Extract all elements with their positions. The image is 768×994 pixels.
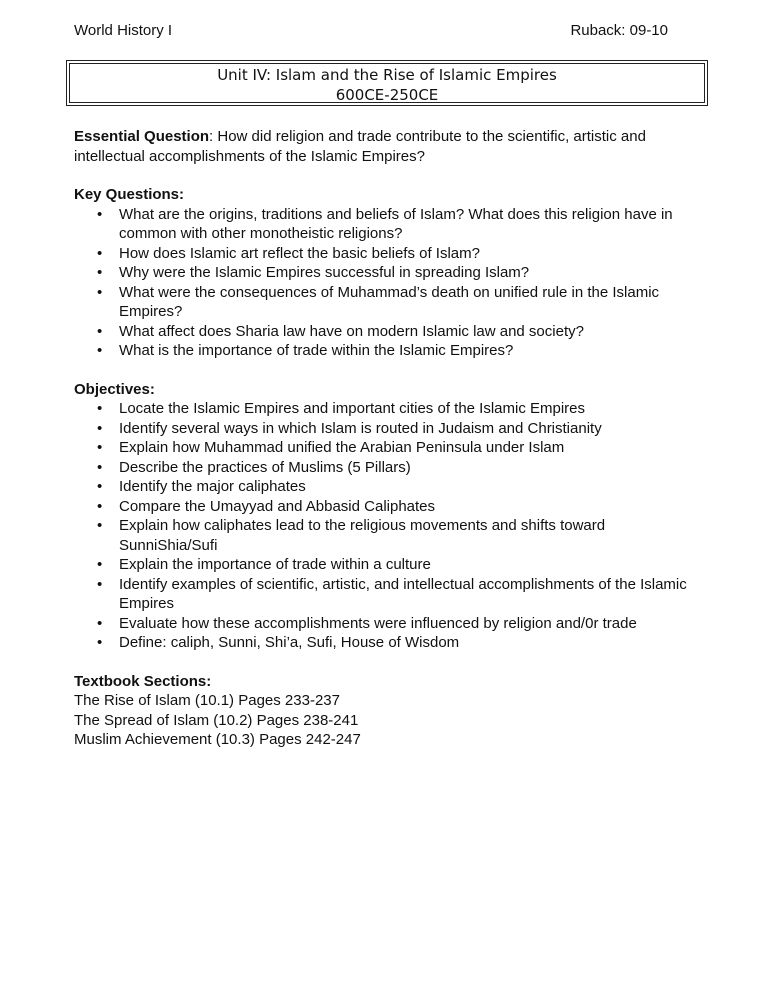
bullet-icon: • <box>97 575 103 593</box>
list-item <box>74 458 698 478</box>
list-item <box>74 633 698 653</box>
objectives-list <box>74 399 698 653</box>
unit-title: Unit IV: Islam and the Rise of Islamic Empires <box>217 66 557 84</box>
textbook-section-line: Muslim Achievement (10.3) Pages 242-247 <box>74 731 361 748</box>
bullet-icon: • <box>97 244 103 262</box>
list-item <box>74 614 698 634</box>
unit-title-inner <box>69 63 705 103</box>
bullet-icon: • <box>97 517 103 534</box>
spacer <box>74 653 698 672</box>
unit-dates: 600CE-250CE <box>335 86 439 104</box>
list-item <box>74 555 698 575</box>
list-item <box>74 575 698 614</box>
textbook-heading: Textbook Sections: <box>74 672 212 690</box>
list-item-text: Identify several ways in which Islam is routed in Judaism and Christianity <box>119 419 602 437</box>
list-item <box>74 438 698 458</box>
spacer <box>74 166 698 185</box>
bullet-icon: • <box>97 419 103 437</box>
bullet-icon: • <box>97 556 103 573</box>
list-item-text: Identify examples of scientific, artistic, and intellectual accomplishments of the Islamic Empires <box>119 575 687 612</box>
list-item <box>74 516 698 555</box>
objectives-heading: Objectives: <box>74 380 155 398</box>
bullet-icon: • <box>97 322 103 340</box>
list-item-text: What is the importance of trade within the Islamic Empires? <box>119 342 514 359</box>
essential-question-label: Essential Question <box>74 128 210 145</box>
bullet-icon: • <box>97 614 103 632</box>
spacer <box>74 361 698 380</box>
list-item <box>74 263 698 283</box>
teacher-label: Ruback: 09-10 <box>570 22 668 39</box>
key-questions-heading: Key Questions: <box>74 186 185 203</box>
list-item-text: Why were the Islamic Empires successful in spreading Islam? <box>119 264 530 281</box>
list-item-text: What were the consequences of Muhammad’s death on unified rule in the Islamic Empires? <box>119 283 660 320</box>
bullet-icon: • <box>97 283 103 301</box>
essential-question <box>74 127 698 166</box>
bullet-icon: • <box>97 439 103 456</box>
list-item-text: How does Islamic art reflect the basic beliefs of Islam? <box>119 244 480 262</box>
list-item-text: What affect does Sharia law have on modern Islamic law and society? <box>119 322 584 340</box>
list-item-text: Describe the practices of Muslims (5 Pillars) <box>119 458 411 476</box>
list-item-text: Compare the Umayyad and Abbasid Caliphates <box>119 497 436 515</box>
list-item <box>74 341 698 361</box>
bullet-icon: • <box>97 634 103 651</box>
list-item <box>74 419 698 439</box>
list-item <box>74 205 698 244</box>
list-item <box>74 283 698 322</box>
bullet-icon: • <box>97 478 103 495</box>
bullet-icon: • <box>97 205 103 223</box>
list-item <box>74 477 698 497</box>
list-item <box>74 244 698 264</box>
list-item-text: Explain the importance of trade within a culture <box>119 556 431 573</box>
list-item-text: Explain how caliphates lead to the religious movements and shifts toward SunniShia/Sufi <box>119 517 606 554</box>
list-item-text: Locate the Islamic Empires and important cities of the Islamic Empires <box>119 400 586 417</box>
content <box>74 127 698 750</box>
course-name: World History I <box>74 22 173 39</box>
bullet-icon: • <box>97 400 103 417</box>
list-item-text: Identify the major caliphates <box>119 478 306 495</box>
list-item-text: What are the origins, traditions and beliefs of Islam? What does this religion have in common with other monotheistic religions? <box>119 205 673 242</box>
key-questions-list <box>74 205 698 361</box>
page-header <box>74 22 668 42</box>
textbook-section-line: The Rise of Islam (10.1) Pages 233-237 <box>74 692 340 709</box>
bullet-icon: • <box>97 264 103 281</box>
list-item-text: Evaluate how these accomplishments were influenced by religion and/0r trade <box>119 614 637 632</box>
list-item-text: Define: caliph, Sunni, Shi’a, Sufi, House of Wisdom <box>119 634 460 651</box>
list-item-text: Explain how Muhammad unified the Arabian Peninsula under Islam <box>119 439 565 456</box>
list-item <box>74 497 698 517</box>
bullet-icon: • <box>97 458 103 476</box>
bullet-icon: • <box>97 342 103 359</box>
textbook-section-line: The Spread of Islam (10.2) Pages 238-241 <box>74 711 359 729</box>
essential-question-text: : How did religion and trade contribute to the scientific, artistic and intellectual accomplishments of the Islamic Empires? <box>74 128 646 165</box>
unit-title-box <box>66 60 708 106</box>
list-item <box>74 322 698 342</box>
bullet-icon: • <box>97 497 103 515</box>
list-item <box>74 399 698 419</box>
